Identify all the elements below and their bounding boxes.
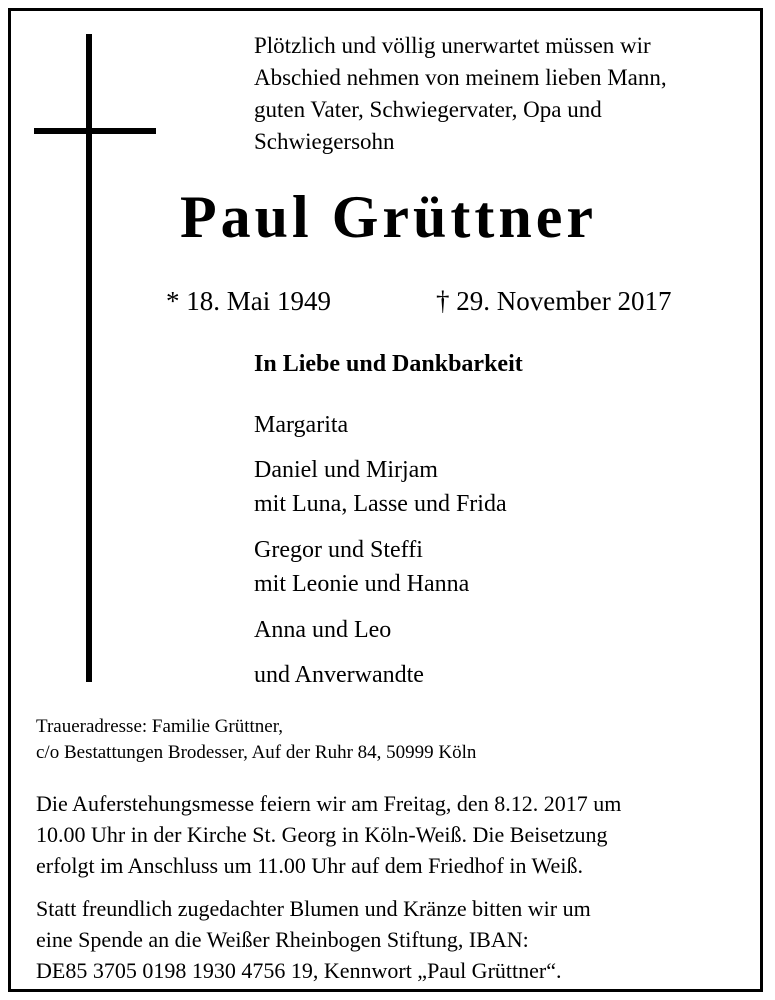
funeral-mass-info: [36, 788, 621, 881]
cross-icon-bar: [34, 128, 156, 134]
intro-text: [254, 30, 667, 158]
birth-date: * 18. Mai 1949: [166, 286, 331, 316]
donation-line: DE85 3705 0198 1930 4756 19, Kennwort „Paul Grüttner“.: [36, 958, 562, 983]
donation-line: eine Spende an die Weißer Rheinbogen Stiftung, IBAN:: [36, 927, 529, 952]
family-line: Margarita: [254, 412, 349, 438]
mass-line: erfolgt im Anschluss um 11.00 Uhr auf dem Friedhof in Weiß.: [36, 853, 583, 878]
family-member: [254, 613, 391, 647]
family-line: Anna und Leo: [254, 617, 392, 643]
family-line: Gregor und Steffi: [254, 537, 423, 563]
family-member: [254, 658, 424, 692]
family-member: [254, 408, 348, 442]
address-line: Traueradresse: Familie Grüttner,: [36, 716, 284, 737]
death-date: † 29. November 2017: [436, 286, 672, 316]
mass-line: 10.00 Uhr in der Kirche St. Georg in Köln-Weiß. Die Beisetzung: [36, 822, 608, 847]
intro-line: Schwiegersohn: [254, 129, 395, 154]
intro-line: guten Vater, Schwiegervater, Opa und: [254, 97, 602, 122]
intro-line: Plötzlich und völlig unerwartet müssen wir: [254, 33, 651, 58]
intro-line: Abschied nehmen von meinem lieben Mann,: [254, 65, 667, 90]
family-line: Daniel und Mirjam: [254, 457, 438, 483]
family-line: mit Luna, Lasse und Frida: [254, 491, 507, 517]
family-member: [254, 533, 469, 601]
donation-info: [36, 893, 591, 986]
family-member: [254, 453, 507, 521]
family-line: und Anverwandte: [254, 662, 424, 688]
mourning-address: [36, 714, 476, 766]
donation-line: Statt freundlich zugedachter Blumen und Kränze bitten wir um: [36, 896, 591, 921]
address-line: c/o Bestattungen Brodesser, Auf der Ruhr 84, 50999 Köln: [36, 742, 477, 763]
deceased-name: Paul Grüttner: [180, 184, 597, 250]
family-line: mit Leonie und Hanna: [254, 571, 470, 597]
mass-line: Die Auferstehungsmesse feiern wir am Freitag, den 8.12. 2017 um: [36, 791, 622, 816]
family-heading: In Liebe und Dankbarkeit: [254, 351, 523, 377]
